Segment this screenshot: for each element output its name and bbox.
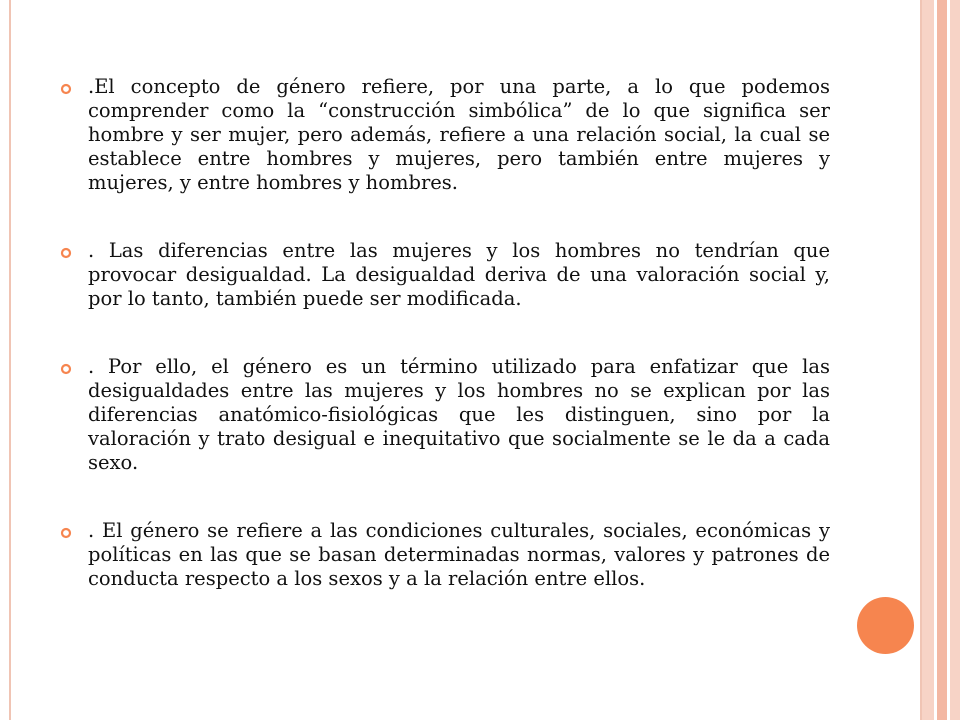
bullet-item <box>60 355 830 475</box>
stripe <box>922 0 934 720</box>
stripe <box>937 0 947 720</box>
bullet-item <box>60 239 830 311</box>
bullet-text: . Por ello, el género es un término utilizado para enfatizar que las desigualdades entre las mujeres y los hombres no se explican por las diferencias anatómico-fisiológicas que les distinguen, sino por la valoración y trato desigual e inequitativo que socialmente se le da a cada sexo. <box>88 355 830 474</box>
bullet-item <box>60 75 830 195</box>
ring-bullet-icon <box>60 75 88 103</box>
bullet-item <box>60 519 830 591</box>
bullet-text: . El género se refiere a las condiciones culturales, sociales, económicas y políticas en las que se basan determinadas normas, valores y patrones de conducta respecto a los sexos y a la relación entre ellos. <box>88 519 830 590</box>
stripe <box>950 0 960 720</box>
bullet-text: . Las diferencias entre las mujeres y los hombres no tendrían que provocar desigualdad. La desigualdad deriva de una valoración social y, por lo tanto, también puede ser modificada. <box>88 239 830 310</box>
ring-bullet-icon <box>60 239 88 267</box>
decorative-stripes <box>922 0 960 720</box>
ring-bullet-icon <box>60 355 88 383</box>
ring-bullet-icon <box>60 519 88 547</box>
bullet-text: .El concepto de género refiere, por una parte, a lo que podemos comprender como la “construcción simbólica” de lo que significa ser hombre y ser mujer, pero además, refiere a una relación social, la cual se establece entre hombres y mujeres, pero también entre mujeres y mujeres, y entre hombres y hombres. <box>88 75 830 194</box>
accent-circle <box>857 597 914 654</box>
bullet-list <box>60 75 830 635</box>
